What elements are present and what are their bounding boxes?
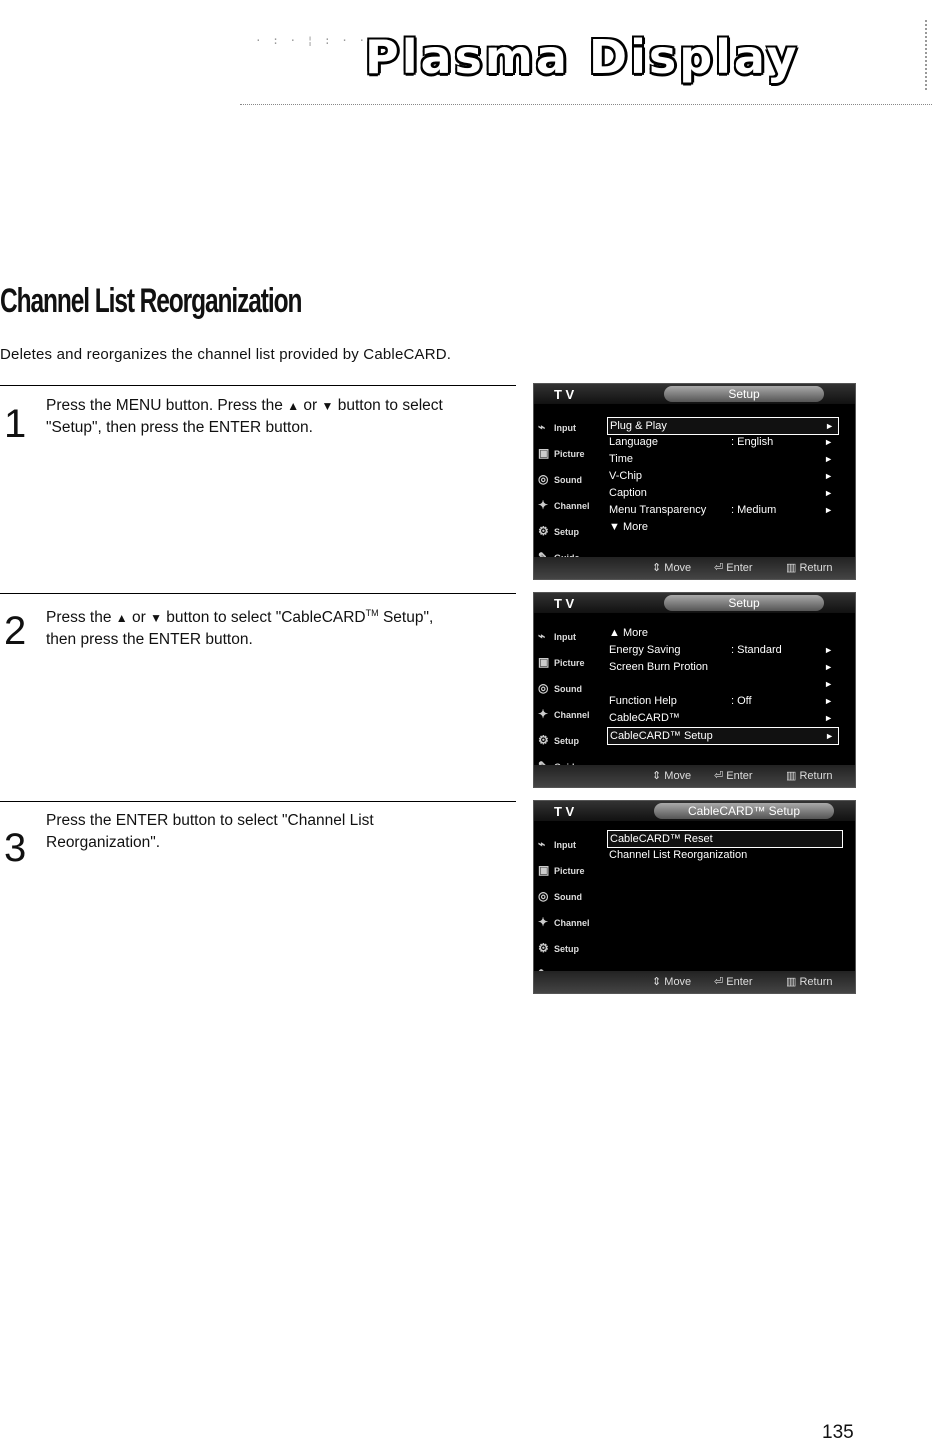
arrow-right-icon: ► bbox=[824, 645, 833, 655]
setup-icon: ⚙ bbox=[538, 733, 549, 747]
arrow-right-icon: ► bbox=[824, 437, 833, 447]
return-hint: ▥ Return bbox=[786, 976, 833, 988]
tv-screen-cablecard-setup bbox=[533, 800, 856, 994]
arrow-right-icon: ► bbox=[824, 488, 833, 498]
menu-icon: ▥ bbox=[786, 976, 797, 988]
menu-row: CableCARD™ Setup ► bbox=[607, 727, 839, 745]
enter-icon: ⏎ bbox=[714, 770, 724, 782]
sidebar-item-input: ⌁ Input bbox=[538, 837, 576, 851]
tv-screen-setup-1 bbox=[533, 383, 856, 580]
picture-icon: ▣ bbox=[538, 863, 550, 877]
step-number: 1 bbox=[4, 402, 27, 446]
section-title: Channel List Reorganization bbox=[0, 282, 302, 320]
sidebar-item-channel: ✦ Channel bbox=[538, 915, 590, 929]
menu-row: Channel List Reorganization bbox=[609, 849, 748, 861]
arrow-right-icon: ► bbox=[824, 471, 833, 481]
arrow-right-icon: ► bbox=[824, 454, 833, 464]
step-text: Press the ENTER button to select "Channel List Reorganization". bbox=[46, 812, 374, 851]
arrow-right-icon: ► bbox=[825, 731, 834, 741]
menu-icon: ▥ bbox=[786, 562, 797, 574]
step-divider bbox=[0, 801, 516, 802]
sidebar-item-sound: ◎ Sound bbox=[538, 889, 582, 903]
arrow-right-icon: ► bbox=[824, 679, 833, 689]
menu-row: ▲ More bbox=[609, 627, 649, 639]
step-divider bbox=[0, 385, 516, 386]
tv-label: T V bbox=[554, 804, 575, 819]
picture-icon: ▣ bbox=[538, 655, 550, 669]
menu-icon: ▥ bbox=[786, 770, 797, 782]
enter-icon: ⏎ bbox=[714, 562, 724, 574]
menu-row: Menu Transparency : Medium ► bbox=[609, 504, 833, 516]
sound-icon: ◎ bbox=[538, 681, 549, 695]
header-title: Plasma Display bbox=[365, 30, 800, 84]
menu-row: Caption ► bbox=[609, 487, 833, 499]
step-text: Press the ▲ or ▼ button to select "CableCARD™ Setup", then press the ENTER button. bbox=[46, 608, 434, 649]
move-hint: ⇕ Move bbox=[652, 562, 692, 574]
setup-icon: ⚙ bbox=[538, 941, 549, 955]
picture-icon: ▣ bbox=[538, 446, 550, 460]
menu-row: CableCARD™ ► bbox=[609, 712, 833, 724]
setup-icon: ⚙ bbox=[538, 524, 549, 538]
tv-menu-title: Setup bbox=[664, 595, 824, 611]
enter-hint: ⏎ Enter bbox=[714, 562, 753, 574]
enter-hint: ⏎ Enter bbox=[714, 770, 753, 782]
menu-row: ▼ More bbox=[609, 521, 649, 533]
tv-menu-title: Setup bbox=[664, 386, 824, 402]
sidebar-item-input: ⌁ Input bbox=[538, 420, 576, 434]
sidebar-item-sound: ◎ Sound bbox=[538, 472, 582, 486]
tv-screen-setup-2 bbox=[533, 592, 856, 788]
arrow-right-icon: ► bbox=[824, 713, 833, 723]
antenna-icon: ⌁ bbox=[538, 629, 546, 643]
menu-row: Energy Saving : Standard ► bbox=[609, 644, 833, 656]
menu-row: Plug & Play ► bbox=[607, 417, 839, 435]
step-number: 2 bbox=[4, 609, 27, 653]
step-divider bbox=[0, 593, 516, 594]
sidebar-item-input: ⌁ Input bbox=[538, 629, 576, 643]
move-icon: ⇕ bbox=[652, 770, 662, 782]
up-arrow-icon: ▲ bbox=[115, 611, 128, 626]
tv-title-bar bbox=[534, 593, 855, 613]
header-decoration: · : · ¦ : · · bbox=[255, 34, 368, 47]
tv-footer bbox=[534, 557, 855, 579]
tv-title-bar bbox=[534, 801, 855, 821]
sidebar-item-picture: ▣ Picture bbox=[538, 655, 585, 669]
sidebar-item-picture: ▣ Picture bbox=[538, 863, 585, 877]
down-arrow-icon: ▼ bbox=[321, 399, 334, 413]
move-icon: ⇕ bbox=[652, 976, 662, 988]
page-number: 135 bbox=[822, 1422, 854, 1443]
up-arrow-icon: ▲ bbox=[287, 399, 300, 413]
sound-icon: ◎ bbox=[538, 472, 549, 486]
menu-row bbox=[607, 676, 837, 692]
sidebar-item-setup: ⚙ Setup bbox=[538, 524, 580, 538]
tv-footer bbox=[534, 765, 855, 787]
arrow-right-icon: ► bbox=[824, 662, 833, 672]
sidebar-item-sound: ◎ Sound bbox=[538, 681, 582, 695]
enter-hint: ⏎ Enter bbox=[714, 976, 753, 988]
header-corner-decoration bbox=[895, 20, 927, 90]
satellite-icon: ✦ bbox=[538, 498, 549, 512]
sidebar-item-channel: ✦ Channel bbox=[538, 707, 590, 721]
arrow-right-icon: ► bbox=[824, 696, 833, 706]
move-hint: ⇕ Move bbox=[652, 770, 692, 782]
tv-label: T V bbox=[554, 596, 575, 611]
enter-icon: ⏎ bbox=[714, 976, 724, 988]
step-number: 3 bbox=[4, 826, 27, 870]
move-hint: ⇕ Move bbox=[652, 976, 692, 988]
arrow-right-icon: ► bbox=[825, 421, 834, 431]
return-hint: ▥ Return bbox=[786, 562, 833, 574]
down-arrow-icon: ▼ bbox=[150, 611, 162, 626]
menu-row: Time ► bbox=[609, 453, 833, 465]
sidebar-item-picture: ▣ Picture bbox=[538, 446, 585, 460]
move-icon: ⇕ bbox=[652, 562, 662, 574]
tv-menu-title: CableCARD™ Setup bbox=[654, 803, 834, 819]
tv-title-bar bbox=[534, 384, 855, 404]
tv-footer bbox=[534, 971, 855, 993]
sound-icon: ◎ bbox=[538, 889, 549, 903]
menu-row: Language : English ► bbox=[609, 436, 833, 448]
menu-row: Screen Burn Protion ► bbox=[609, 661, 833, 673]
antenna-icon: ⌁ bbox=[538, 420, 546, 434]
step-text: Press the MENU button. Press the ▲ or ▼ button to select "Setup", then press the ENTER button. bbox=[46, 397, 443, 436]
menu-row: Function Help : Off ► bbox=[609, 695, 833, 707]
tv-label: T V bbox=[554, 387, 575, 402]
sidebar-item-channel: ✦ Channel bbox=[538, 498, 590, 512]
menu-row: V-Chip ► bbox=[609, 470, 833, 482]
sidebar-item-setup: ⚙ Setup bbox=[538, 733, 580, 747]
return-hint: ▥ Return bbox=[786, 770, 833, 782]
section-intro: Deletes and reorganizes the channel list provided by CableCARD. bbox=[0, 346, 452, 363]
satellite-icon: ✦ bbox=[538, 707, 549, 721]
antenna-icon: ⌁ bbox=[538, 837, 546, 851]
satellite-icon: ✦ bbox=[538, 915, 549, 929]
arrow-right-icon: ► bbox=[824, 505, 833, 515]
sidebar-item-setup: ⚙ Setup bbox=[538, 941, 580, 955]
menu-row: CableCARD™ Reset bbox=[607, 830, 843, 848]
